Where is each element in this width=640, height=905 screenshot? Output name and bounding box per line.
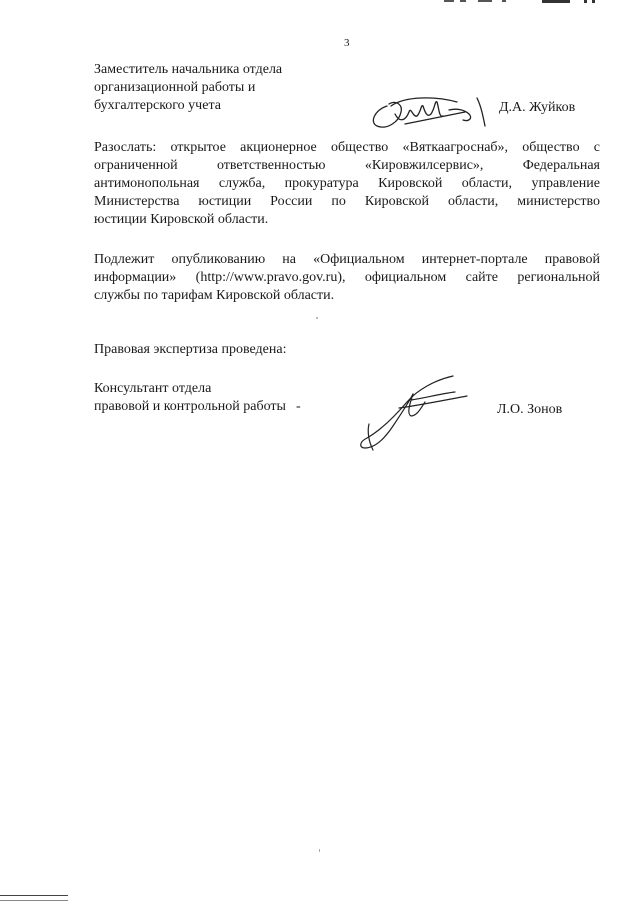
page-number: 3	[344, 37, 350, 49]
handwritten-signature-1	[365, 92, 493, 132]
scan-speck	[316, 317, 318, 319]
distribution-list	[94, 139, 600, 229]
signatory-2-title	[94, 380, 354, 416]
distribution-line: ограниченной ответственностью «Кировжилсервис», Федеральная	[94, 158, 600, 173]
scan-header-artifact	[440, 0, 600, 6]
signature-tick-mark: -	[295, 399, 301, 414]
signatory-2-title-line	[94, 398, 354, 416]
signatory-1-title	[94, 61, 354, 115]
distribution-line: юстиции Кировской области.	[94, 212, 269, 227]
footer-rule	[0, 895, 68, 896]
signatory-1-title-line: организационной работы и	[94, 80, 256, 95]
publication-note	[94, 251, 600, 305]
signatory-2-name: Л.О. Зонов	[497, 402, 563, 417]
distribution-line: Разослать: открытое акционерное общество «Вяткаагроснаб», общество с	[94, 140, 600, 155]
legal-review-note: Правовая экспертиза проведена:	[94, 342, 287, 357]
signatory-2-title-line: Консультант отдела	[94, 381, 212, 396]
signatory-1-name: Д.А. Жуйков	[499, 100, 576, 115]
scan-speck	[319, 849, 320, 852]
signatory-1-title-line: бухгалтерского учета	[94, 98, 221, 113]
handwritten-signature-2	[355, 372, 470, 454]
distribution-line: антимонопольная служба, прокуратура Кировской области, управление	[94, 176, 600, 191]
signatory-1-title-line: Заместитель начальника отдела	[94, 62, 283, 77]
publication-line: информации» (http://www.pravo.gov.ru), официальном сайте региональной	[94, 270, 600, 285]
footer-rule	[0, 900, 68, 901]
publication-line: службы по тарифам Кировской области.	[94, 288, 335, 303]
distribution-line: Министерства юстиции России по Кировской области, министерство	[94, 194, 600, 209]
signatory-2-title-text: правовой и контрольной работы	[94, 399, 286, 414]
publication-line: Подлежит опубликованию на «Официальном интернет-портале правовой	[94, 252, 600, 267]
